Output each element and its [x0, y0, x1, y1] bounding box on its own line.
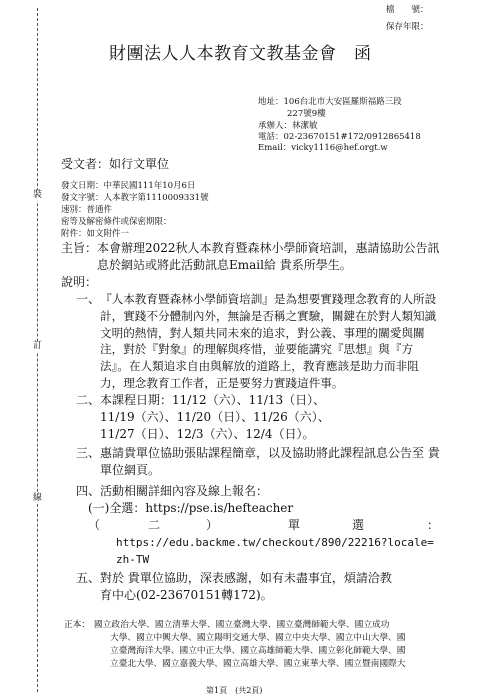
item4-text: 活動相關詳細內容及線上報名：: [100, 484, 269, 498]
registration-link[interactable]: https://edu.backme.tw/checkout/890/22216?locale=: [116, 536, 434, 549]
binding-mark-xian: 線: [32, 493, 42, 503]
item2-line2: 11/19（六）、11/20（日）、11/26（六）、: [100, 410, 330, 424]
item5-line1: 對於 貴單位協助，深表感謝，如有未盡事宜，煩請洽教: [100, 571, 392, 585]
recipient: 受文者：如行文單位: [61, 157, 170, 171]
secrecy: 密等及解密條件或保密期限：: [61, 217, 172, 227]
copy-line-2: 大學、國立中興大學、國立陽明交通大學、國立中央大學、國立中山大學、國: [110, 633, 406, 643]
address: 地址：106台北市大安區羅斯福路三段: [258, 97, 402, 107]
file-number-label: 檔 號：: [386, 5, 429, 15]
explanation-label: 說明：: [61, 275, 98, 289]
copy-line-1: 國立政治大學、國立清華大學、國立臺灣大學、國立臺灣師範大學、國立成功: [94, 620, 390, 630]
binding-mark-zhuang: 裝: [32, 190, 42, 200]
item4-sub2-colon: ：: [427, 518, 440, 532]
item4-sub2-xuan: 選: [352, 518, 365, 532]
item2-number: 二、: [76, 393, 101, 407]
item4-sub2-open: （: [88, 518, 101, 532]
item2-line1: 本課程日期：11/12（六）、11/13（日）、: [100, 393, 326, 407]
item4-number: 四、: [76, 484, 101, 498]
issue-date: 發文日期：中華民國111年10月6日: [61, 181, 196, 191]
item4-sub2-num: 二: [148, 518, 161, 532]
page-number: 第1頁 (共2頁): [206, 686, 263, 695]
copy-line-4: 立臺北大學、國立嘉義大學、國立高雄大學、國立東華大學、國立暨南國際大: [110, 659, 406, 669]
copy-label: 正本：: [64, 620, 91, 630]
handler: 承辦人：林潔敏: [258, 121, 318, 131]
item4-sub1: (一)全選：https://pse.is/hefteacher: [88, 501, 294, 515]
email: Email：vicky1116@hef.orgt.w: [258, 143, 388, 153]
subject-text: 本會辦理2022秋人本教育暨森林小學師資培訓，惠請協助公告訊息於網站或將此活動訊息Email給 貴系所學生。: [97, 241, 440, 272]
item1-text: 『人本教育暨森林小學師資培訓』是為想要實踐理念教育的人所設計，實踐不分體制內外，無論是否稱之實驗，關鍵在於對人類知識文明的熱情，對人類共同未來的追求，對公義、事理的關愛與關注，對於『對象』的理解與疼惜，並要能講究『思想』與『方法』。在人類追求自由與解放的道路上，教育應該是助力而非阻力，理念教育工作者，正是要努力實踐這件事。: [100, 292, 437, 390]
address-line2: 227號9樓: [287, 109, 326, 119]
subject-label: 主旨：: [61, 241, 98, 255]
phone: 電話：02-23670151#172/0912865418: [258, 132, 421, 142]
item3-number: 三、: [76, 446, 101, 460]
retention-label: 保存年限：: [386, 22, 429, 32]
speed: 速別：普通件: [61, 205, 113, 215]
registration-link-cont[interactable]: zh-TW: [116, 553, 150, 566]
attachment: 附件：如文附件一: [61, 229, 130, 239]
item4-sub2-dan: 單: [288, 518, 301, 532]
binding-mark-ding: 訂: [32, 341, 42, 351]
copy-line-3: 立臺灣海洋大學、國立中正大學、國立高雄師範大學、國立彰化師範大學、國: [110, 646, 406, 656]
item5-line2: 育中心(02-23670151轉172)。: [100, 588, 273, 602]
item2-line3: 11/27（日）、12/3（六）、12/4（日）。: [100, 427, 315, 441]
item5-number: 五、: [76, 571, 101, 585]
item4-sub2-close: ）: [206, 518, 219, 532]
document-title: 財團法人人本教育文教基金會 函: [109, 44, 372, 64]
item3-text: 惠請貴單位協助張貼課程簡章，以及協助將此課程訊息公告至 貴單位網頁。: [100, 446, 440, 477]
item1-number: 一、: [76, 292, 101, 306]
issue-number: 發文字號：人本教字第1110009331號: [61, 193, 209, 203]
